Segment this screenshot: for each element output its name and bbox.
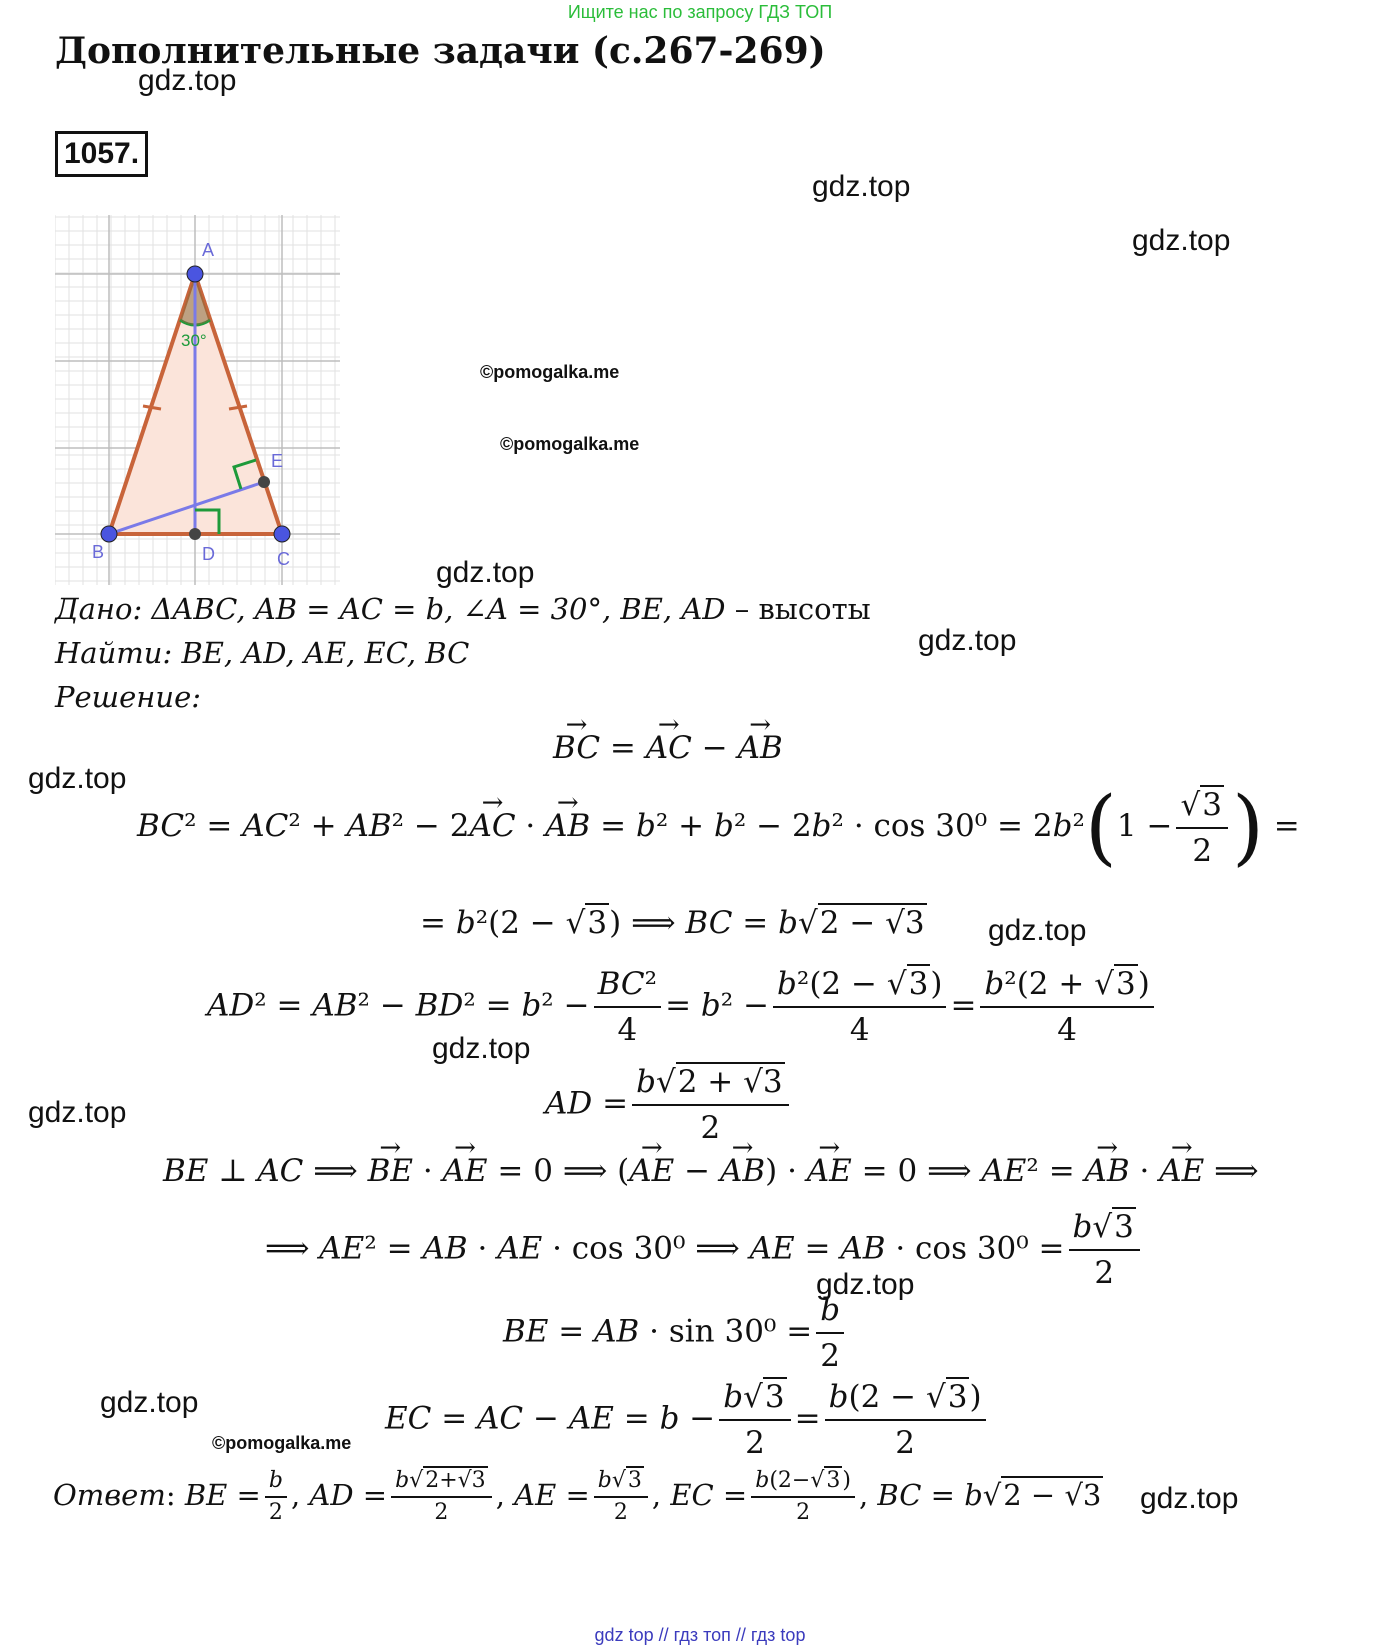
equation-vector-bc: → BC = → AC − → AB <box>553 730 783 766</box>
point-a <box>187 266 203 282</box>
answer-label: Ответ <box>53 1478 166 1512</box>
equation-be: BE = AB · sin 30⁰ = $\frac{b}{2}$ <box>503 1288 848 1378</box>
triangle-figure <box>55 215 345 590</box>
watermark: gdz.top <box>28 1096 127 1129</box>
equation-ae: ⟹ AE² = AB · AE · cos 30⁰ ⟹ AE = AB · cos 30⁰ = $\frac{b√3}{2}$ <box>265 1205 1144 1295</box>
watermark: gdz.top <box>816 1268 915 1301</box>
vec-bc: → BC <box>553 730 600 766</box>
label-d: D <box>202 544 215 564</box>
watermark: gdz.top <box>918 624 1017 657</box>
point-d <box>189 528 201 540</box>
problem-number: 1057. <box>55 131 148 177</box>
point-e <box>258 476 270 488</box>
find-line: Найти: BE, AD, AE, EC, BC <box>55 636 470 670</box>
label-a: A <box>202 240 215 260</box>
vec-ab: → AB <box>738 730 783 766</box>
solution-label: Решение: <box>55 680 202 714</box>
watermark: gdz.top <box>988 914 1087 947</box>
watermark: gdz.top <box>432 1032 531 1065</box>
angle-label: 30° <box>181 331 207 350</box>
footer-links[interactable]: gdz top // гдз топ // гдз top <box>594 1625 806 1645</box>
equation-be-perp: BE ⊥ AC ⟹ → BE · → AE = 0 ⟹ (→ AE − → AB) · → AE = 0 ⟹ AE² = → AB · → AE ⟹ <box>163 1153 1259 1189</box>
watermark: gdz.top <box>436 556 535 589</box>
answer-line: Ответ: BE = $\frac{b}{2}$ , AD = $\frac{b√2+√3}{2}$ , AE = $\frac{b√3}{2}$ , EC = $\frac{b(2-√3)}{2}$ , BC = b√2 − √3 <box>53 1468 1102 1525</box>
label-b: B <box>92 542 105 562</box>
equation-bc-squared: BC² = AC² + AB² − 2→ AC · → AB = b² + b² − 2b² · cos 30⁰ = 2b²(1 − $\frac{√3}{2}$ ) = <box>137 780 1300 875</box>
vec-ac: → AC <box>646 730 692 766</box>
label-c: C <box>277 549 290 569</box>
copyright-mark: ©pomogalka.me <box>500 434 640 454</box>
find-label: Найти <box>55 636 163 670</box>
given-suffix: – высоты <box>725 592 871 626</box>
point-b <box>101 526 117 542</box>
watermark: gdz.top <box>28 762 127 795</box>
top-banner[interactable]: Ищите нас по запросу ГДЗ ТОП <box>567 2 833 22</box>
equation-ad-squared: AD² = AB² − BD² = b² − $\frac{\text{BC²}}{4}$ = b² − $\frac{\text{b²(2 − √3)}}{4}$ = $\frac{\text{b²(2 + √3)}}{4}$ <box>207 962 1158 1052</box>
copyright-mark: ©pomogalka.me <box>480 362 620 382</box>
copyright-mark: ©pomogalka.me <box>212 1433 352 1453</box>
equation-bc-result: = b²(2 − √3) ⟹ BC = b√2 − √3 <box>420 905 925 941</box>
given-label: Дано <box>55 592 133 626</box>
given-line: Дано: ΔABC, AB = AC = b, ∠A = 30°, BE, AD – высоты <box>55 592 871 626</box>
equation-ad: AD = $\frac{b√2 + √3}{2}$ <box>545 1060 793 1150</box>
watermark: gdz.top <box>1132 224 1231 257</box>
watermark: gdz.top <box>138 64 237 97</box>
label-e: E <box>271 451 284 471</box>
equation-ec: EC = AC − AE = b − $\frac{b√3}{2}$ = $\frac{b(2 - √3)}{2}$ <box>385 1375 990 1465</box>
watermark: gdz.top <box>1140 1482 1239 1515</box>
find-text: BE, AD, AE, EC, BC <box>181 636 470 670</box>
page-title: Дополнительные задачи (с.267-269) <box>55 30 826 72</box>
watermark: gdz.top <box>812 170 911 203</box>
given-text: ΔABC, AB = AC = b, ∠A = 30°, BE, AD <box>151 592 726 626</box>
point-c <box>274 526 290 542</box>
watermark: gdz.top <box>100 1386 199 1419</box>
